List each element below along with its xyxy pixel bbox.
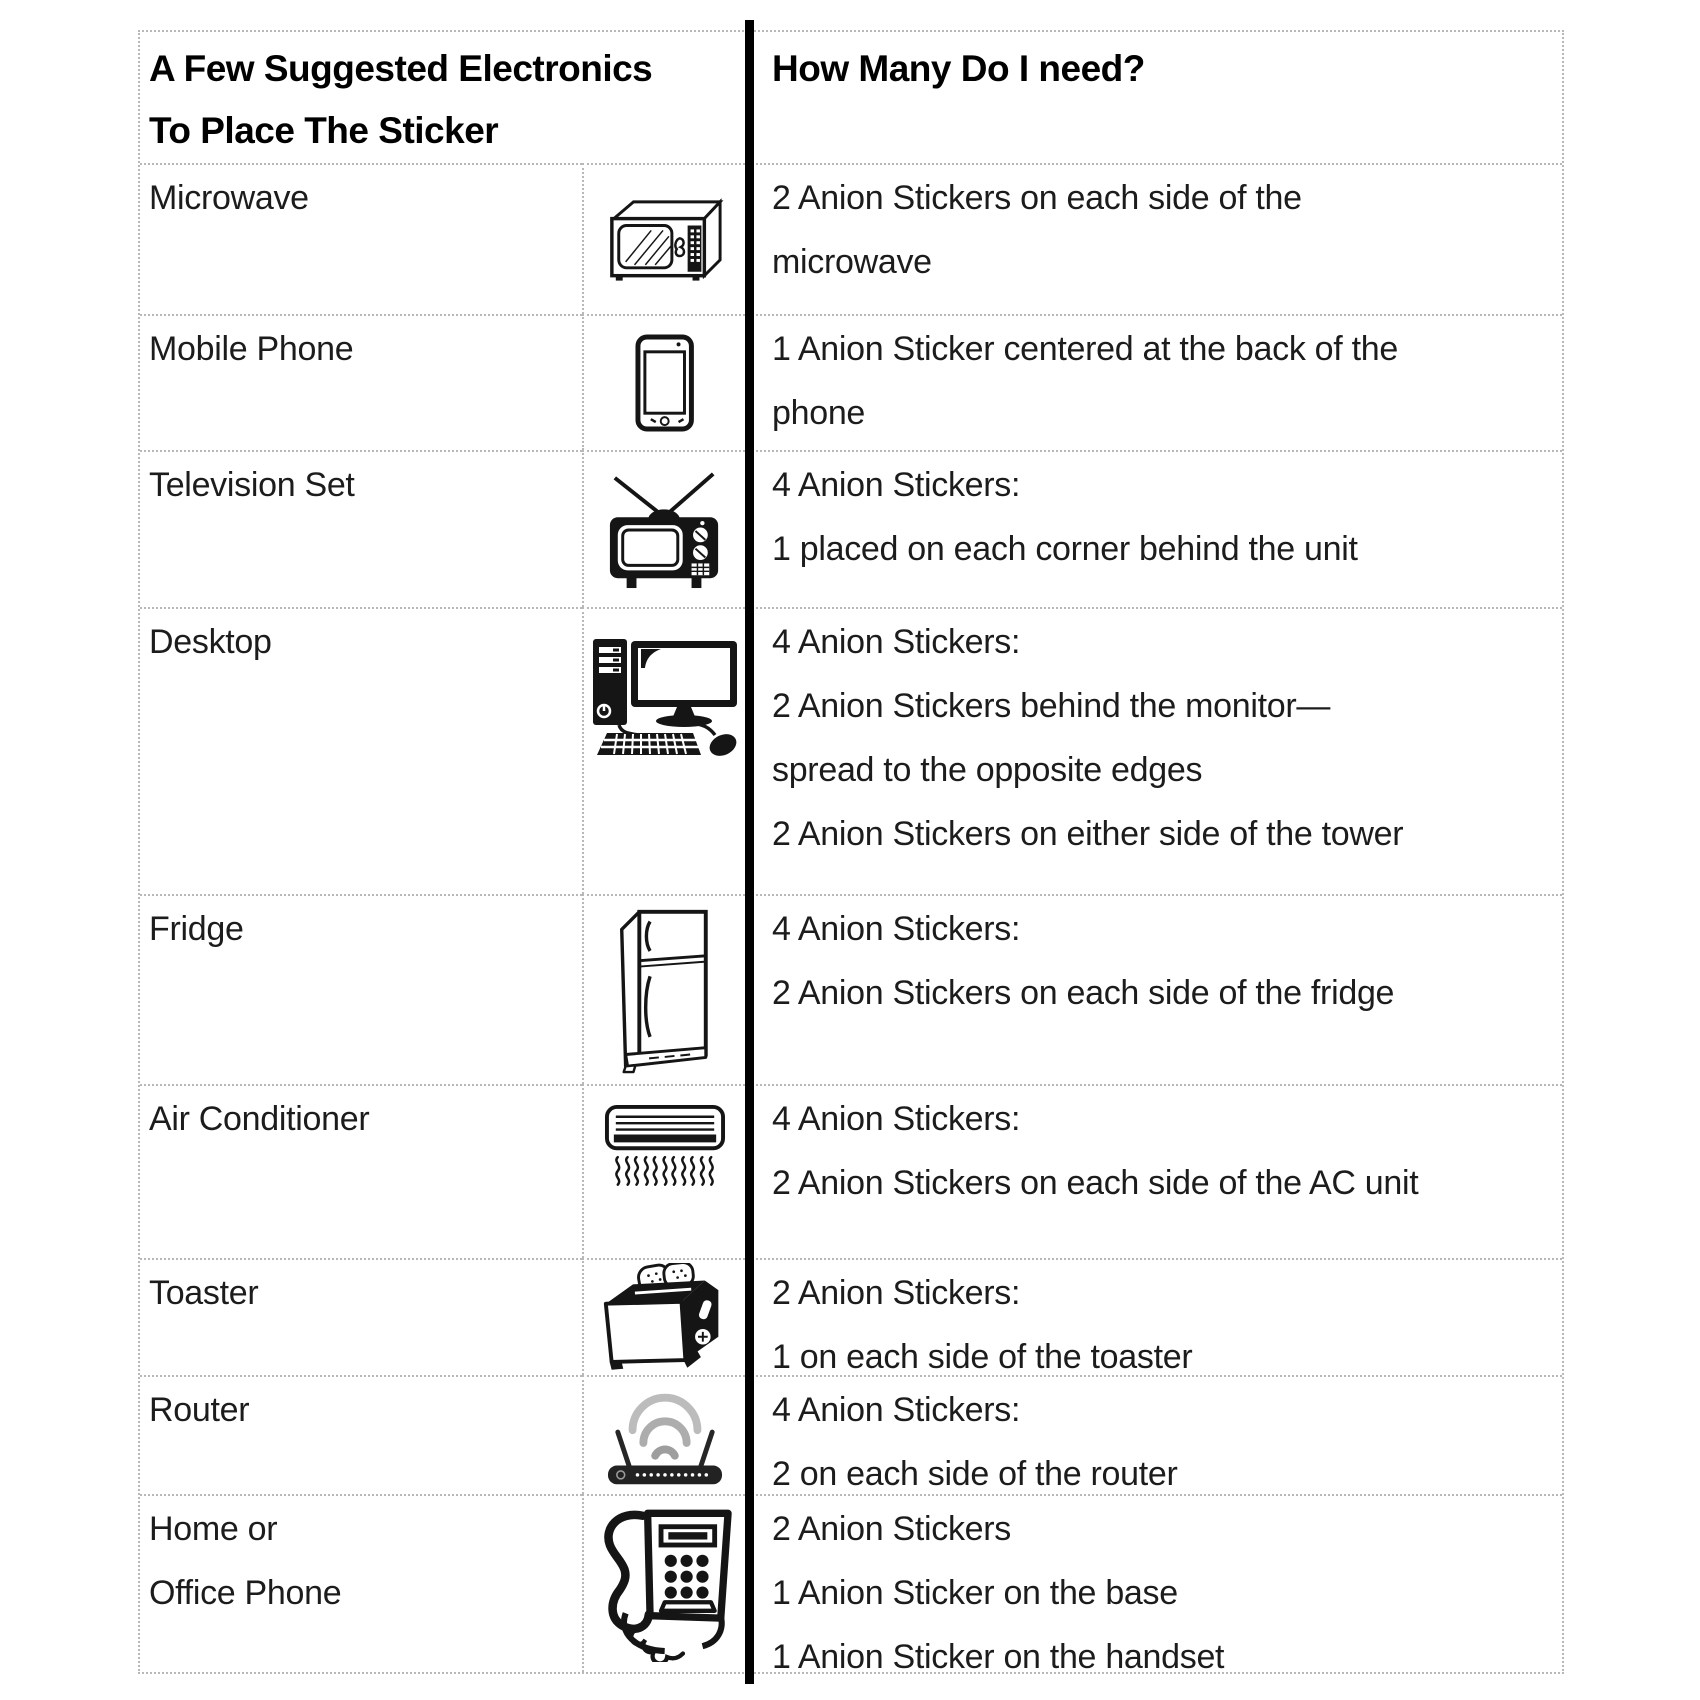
fridge-icon <box>610 904 719 1076</box>
header-electronics <box>140 32 745 163</box>
row-router-instructions: 4 Anion Stickers: 2 on each side of the router <box>745 1375 1562 1494</box>
header-how-many-text: How Many Do I need? <box>772 48 1145 89</box>
mobile-phone-icon <box>634 334 695 433</box>
row-microwave-instructions: 2 Anion Stickers on each side of the microwave <box>745 163 1562 314</box>
home-office-phone-icon <box>594 1506 735 1662</box>
air-conditioner-icon <box>604 1104 726 1189</box>
table-grid <box>140 32 1562 1672</box>
row-toaster-name: Toaster <box>140 1258 582 1375</box>
row-router-icon-cell <box>582 1375 745 1494</box>
row-home-office-phone-instructions: 2 Anion Stickers 1 Anion Sticker on the base 1 Anion Sticker on the handset <box>745 1494 1562 1672</box>
header-electronics-line2: To Place The Sticker <box>149 110 499 151</box>
row-desktop-name: Desktop <box>140 607 582 894</box>
row-home-office-phone-name: Home or Office Phone <box>140 1494 582 1672</box>
microwave-icon <box>604 195 726 284</box>
row-microwave-icon-cell <box>582 163 745 314</box>
row-fridge-icon-cell <box>582 894 745 1084</box>
desktop-computer-icon <box>589 635 741 757</box>
toaster-icon <box>600 1263 730 1372</box>
row-fridge-name: Fridge <box>140 894 582 1084</box>
row-router-name: Router <box>140 1375 582 1494</box>
header-how-many <box>745 32 1562 163</box>
row-air-conditioner-icon-cell <box>582 1084 745 1258</box>
sticker-placement-table <box>138 30 1564 1674</box>
row-home-office-phone-icon-cell <box>582 1494 745 1672</box>
column-divider-line <box>745 20 754 1684</box>
row-desktop-icon-cell <box>582 607 745 894</box>
television-icon <box>605 470 723 590</box>
row-television-icon-cell <box>582 450 745 607</box>
header-electronics-line1: A Few Suggested Electronics <box>149 48 653 89</box>
row-toaster-instructions: 2 Anion Stickers: 1 on each side of the toaster <box>745 1258 1562 1375</box>
row-air-conditioner-instructions: 4 Anion Stickers: 2 Anion Stickers on each side of the AC unit <box>745 1084 1562 1258</box>
row-fridge-instructions: 4 Anion Stickers: 2 Anion Stickers on each side of the fridge <box>745 894 1562 1084</box>
row-television-instructions: 4 Anion Stickers: 1 placed on each corner behind the unit <box>745 450 1562 607</box>
row-television-name: Television Set <box>140 450 582 607</box>
row-mobile-phone-name: Mobile Phone <box>140 314 582 450</box>
row-air-conditioner-name: Air Conditioner <box>140 1084 582 1258</box>
row-toaster-icon-cell <box>582 1258 745 1375</box>
row-mobile-phone-instructions: 1 Anion Sticker centered at the back of the phone <box>745 314 1562 450</box>
row-mobile-phone-icon-cell <box>582 314 745 450</box>
row-microwave-name: Microwave <box>140 163 582 314</box>
router-icon <box>606 1381 724 1489</box>
row-desktop-instructions: 4 Anion Stickers: 2 Anion Stickers behind the monitor— spread to the opposite edges 2 Anion Stickers on either side of the tower <box>745 607 1562 894</box>
